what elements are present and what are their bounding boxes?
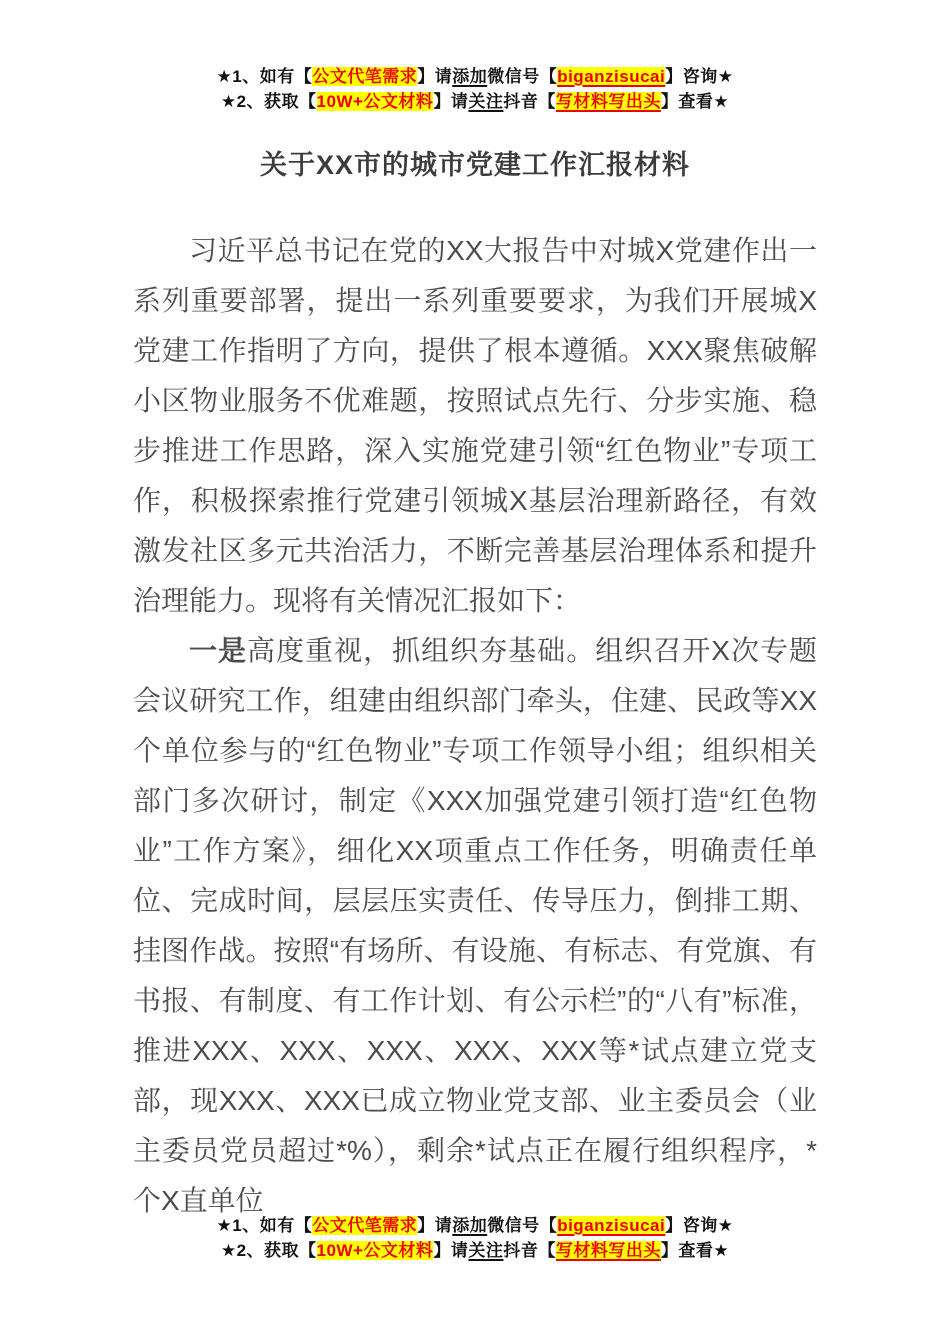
promo-line1-prefix: ★1、如有【 bbox=[216, 1216, 313, 1235]
promo-line2-prefix: ★2、获取【 bbox=[220, 1241, 317, 1260]
promo-line1-mid2: 微信号【 bbox=[487, 67, 558, 86]
promo-line1-service-highlight: 公文代笔需求 bbox=[312, 67, 418, 86]
promo-line1-add-action: 添加 bbox=[452, 67, 488, 86]
promo-line2-mid2: 抖音【 bbox=[503, 1241, 556, 1260]
promo-line1-mid1: 】请 bbox=[417, 67, 453, 86]
promo-line2-suffix: 】查看★ bbox=[660, 1241, 730, 1260]
promo-line2-material-highlight: 10W+公文材料 bbox=[316, 1241, 434, 1260]
promo-line2-follow-action: 关注 bbox=[468, 92, 504, 111]
promo-line1-mid1: 】请 bbox=[417, 1216, 453, 1235]
promo-footer-line-1 bbox=[0, 1213, 950, 1238]
paragraph-intro-text: 习近平总书记在党的XX大报告中对城X党建作出一系列重要部署，提出一系列重要要求，为我们开展城X党建工作指明了方向，提供了根本遵循。XXX聚焦破解小区物业服务不优难题，按照试点先行、分步实施、稳步推进工作思路，深入实施党建引领“红色物业”专项工作，积极探索推行党建引领城X基层治理新路径，有效激发社区多元共治活力，不断完善基层治理体系和提升治理能力。现将有关情况汇报如下： bbox=[133, 235, 817, 616]
promo-line2-douyin-id: 写材料写出头 bbox=[555, 1241, 661, 1260]
promo-line1-suffix: 】咨询★ bbox=[665, 1216, 734, 1235]
promo-footer-line-2 bbox=[0, 1238, 950, 1263]
promo-line2-mid1: 】请 bbox=[433, 92, 469, 111]
promo-line1-wechat-id: biganzisucai bbox=[557, 67, 666, 86]
paragraph-point-one-text: 高度重视，抓组织夯基础。组织召开X次专题会议研究工作，组建由组织部门牵头，住建、民政等XX个单位参与的“红色物业”专项工作领导小组；组织相关部门多次研讨，制定《XXX加强党建引领打造“红色物业”工作方案》，细化XX项重点工作任务，明确责任单位、完成时间，层层压实责任、传导压力，倒排工期、挂图作战。按照“有场所、有设施、有标志、有党旗、有书报、有制度、有工作计划、有公示栏”的“八有”标准，推进XXX、XXX、XXX、XXX、XXX等*试点建立党支部，现XXX、XXX已成立物业党支部、业主委员会（业主委员党员超过*%），剩余*试点正在履行组织程序，*个X直单位 bbox=[133, 635, 817, 1216]
promo-line2-douyin-id: 写材料写出头 bbox=[555, 92, 661, 111]
promo-header bbox=[0, 64, 950, 114]
paragraph-point-one bbox=[133, 626, 817, 1226]
promo-line2-prefix: ★2、获取【 bbox=[220, 92, 317, 111]
promo-header-line-2 bbox=[0, 89, 950, 114]
paragraph-intro bbox=[133, 226, 817, 626]
promo-line1-mid2: 微信号【 bbox=[487, 1216, 558, 1235]
promo-line2-follow-action: 关注 bbox=[468, 1241, 504, 1260]
promo-line2-suffix: 】查看★ bbox=[660, 92, 730, 111]
promo-line1-service-highlight: 公文代笔需求 bbox=[312, 1216, 418, 1235]
promo-line1-prefix: ★1、如有【 bbox=[216, 67, 313, 86]
promo-line1-add-action: 添加 bbox=[452, 1216, 488, 1235]
promo-line1-suffix: 】咨询★ bbox=[665, 67, 734, 86]
promo-line2-mid1: 】请 bbox=[433, 1241, 469, 1260]
paragraph-point-one-lead: 一是 bbox=[189, 635, 248, 666]
promo-line2-mid2: 抖音【 bbox=[503, 92, 556, 111]
document-body bbox=[133, 226, 817, 1226]
promo-line2-material-highlight: 10W+公文材料 bbox=[316, 92, 434, 111]
promo-line1-wechat-id: biganzisucai bbox=[557, 1216, 666, 1235]
document-title: 关于XX市的城市党建工作汇报材料 bbox=[259, 150, 691, 180]
promo-footer bbox=[0, 1213, 950, 1263]
promo-header-line-1 bbox=[0, 64, 950, 89]
